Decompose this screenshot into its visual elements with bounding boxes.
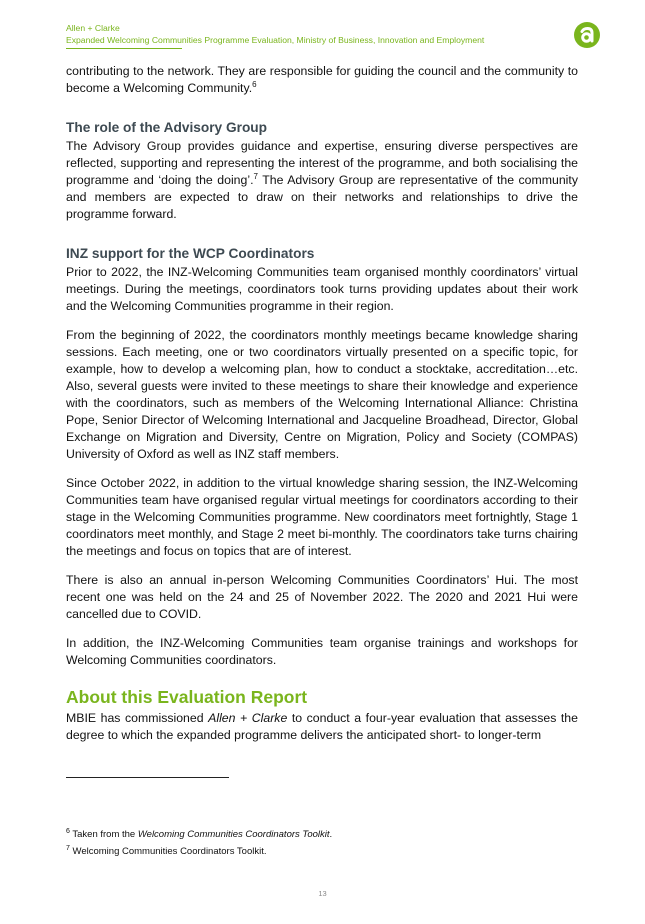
- page-body: [66, 63, 578, 744]
- page-header: [66, 22, 484, 46]
- intro-paragraph: contributing to the network. They are responsible for guiding the council and the community to become a Welcoming Community.$^6$: [66, 64, 578, 95]
- inz-paragraph-5: In addition, the INZ-Welcoming Communities team organise trainings and workshops for Welcoming Communities coordinators.: [66, 636, 578, 667]
- advisory-heading: The role of the Advisory Group: [66, 120, 268, 135]
- allen-clarke-logo-icon: [574, 22, 600, 48]
- footnote-ref-6[interactable]: 6: [252, 79, 257, 89]
- footnote-ref-7[interactable]: 7: [253, 171, 258, 181]
- inz-paragraph-4: There is also an annual in-person Welcoming Communities Coordinators’ Hui. The most recent one was held on the 24 and 25 of November 2022. The 2020 and 2021 Hui were cancelled due to COVID.: [66, 573, 578, 621]
- advisory-paragraph: The Advisory Group provides guidance and expertise, ensuring diverse perspectives are reflected, supporting and representing the interest of the programme, and both socialising the programme and ‘doing the doing’.$^7$ The Advisory Group are representative of the community and members are expected to draw on their networks and relationships to drive the programme forward.: [66, 139, 578, 221]
- inz-paragraph-2: From the beginning of 2022, the coordinators monthly meetings became knowledge sharing sessions. Each meeting, one or two coordinators virtually presented on a specific topic, for example, how to develop a welcoming plan, how to conduct a stocktake, accreditation…etc. Also, several guests were invited to these meetings to share their knowledge and experience with the coordinators, such as members of the Welcoming International Alliance: Christina Pope, Senior Director of Welcoming International and Jacqueline Broadhead, Director, Global Exchange on Migration and Diversity, Centre on Migration, Policy and Society (COMPAS) University of Oxford as well as INZ staff members.: [66, 328, 578, 461]
- page-number: 13: [318, 889, 327, 898]
- footnote-7: $^7$ Welcoming Communities Coordinators Toolkit.: [66, 844, 267, 857]
- report-paragraph: MBIE has commissioned Allen + Clarke to conduct a four-year evaluation that assesses the degree to which the expanded programme delivers the anticipated short- to longer-term: [66, 711, 578, 742]
- inz-paragraph-1: Prior to 2022, the INZ-Welcoming Communities team organised monthly coordinators’ virtual meetings. During the meetings, coordinators took turns providing updates about their work and the Welcoming Communities programme in their region.: [66, 265, 578, 313]
- inz-paragraph-3: Since October 2022, in addition to the virtual knowledge sharing session, the INZ-Welcoming Communities team have organised regular virtual meetings for coordinators according to their stage in the Welcoming Communities programme. New coordinators meet fortnightly, Stage 1 coordinators meet monthly, and Stage 2 meet bi-monthly. The coordinators take turns chairing the meetings and focus on topics that are of interest.: [66, 476, 578, 558]
- inz-heading: INZ support for the WCP Coordinators: [66, 246, 315, 261]
- footnote-6: $^6$ Taken from the Welcoming Communities Coordinators Toolkit.: [66, 827, 333, 840]
- report-heading: About this Evaluation Report: [66, 687, 308, 707]
- footnote-divider: [66, 777, 229, 778]
- header-org: Allen + Clarke: [66, 23, 120, 33]
- header-subtitle: Expanded Welcoming Communities Programme Evaluation, Ministry of Business, Innovation and Employment: [66, 35, 485, 45]
- header-divider: [66, 48, 182, 49]
